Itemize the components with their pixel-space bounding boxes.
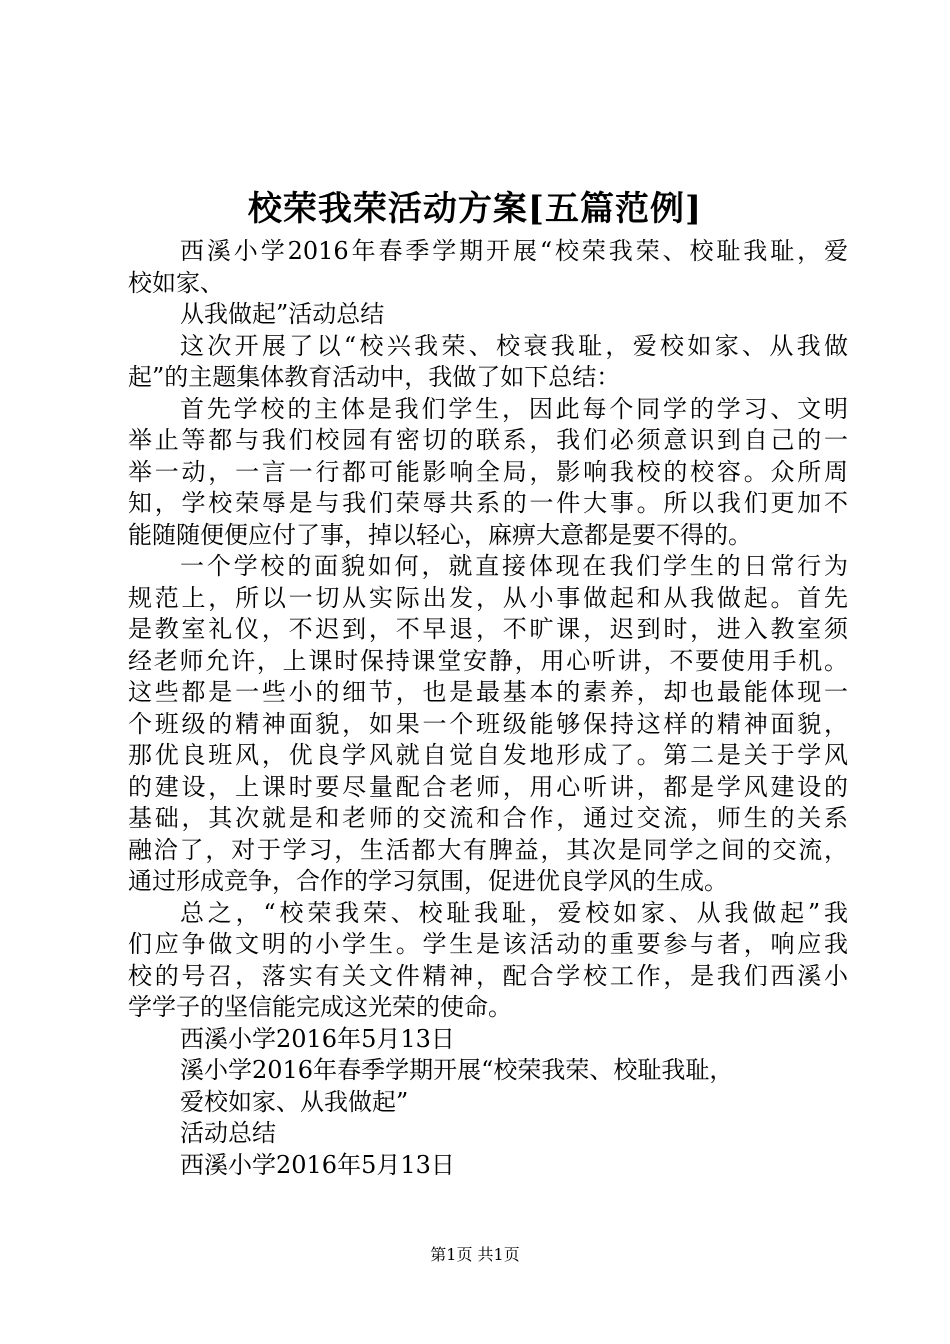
text-line: 经老师允许，上课时保持课堂安静，用心听讲，不要使用手机。 (128, 646, 848, 675)
text-line: 能随随便便应付了事，掉以轻心，麻痹大意都是要不得的。 (128, 520, 752, 549)
document-body (128, 236, 848, 1181)
text-line: 那优良班风，优良学风就自觉自发地形成了。第二是关于学风 (128, 741, 848, 769)
text-line: 通过形成竞争，合作的学习氛围，促进优良学风的生成。 (128, 867, 728, 895)
text-line: 校如家、 (128, 268, 224, 297)
text-line: 个班级的精神面貌，如果一个班级能够保持这样的精神面貌， (128, 709, 848, 738)
text-line: 活动总结 (180, 1119, 276, 1147)
text-line: 的建设，上课时要尽量配合老师，用心听讲，都是学风建设的 (128, 772, 848, 801)
text-line: 融洽了，对于学习，生活都大有脾益，其次是同学之间的交流， (128, 835, 848, 864)
text-line: 西溪小学2016年5月13日 (180, 1024, 455, 1053)
text-line: 是教室礼仪，不迟到，不早退，不旷课，迟到时，进入教室须 (128, 615, 848, 643)
text-line: 们应争做文明的小学生。学生是该活动的重要参与者，响应我 (128, 930, 848, 958)
text-line: 总之，“校荣我荣、校耻我耻，爱校如家、从我做起”我 (180, 898, 848, 927)
text-line: 基础，其次就是和老师的交流和合作，通过交流，师生的关系 (128, 804, 848, 832)
text-line: 举止等都与我们校园有密切的联系，我们必须意识到自己的一 (128, 426, 848, 454)
text-line: 规范上，所以一切从实际出发，从小事做起和从我做起。首先 (128, 583, 848, 612)
text-line: 首先学校的主体是我们学生，因此每个同学的学习、文明 (180, 394, 848, 423)
text-line: 学学子的坚信能完成这光荣的使命。 (128, 993, 512, 1021)
text-line: 举一动，一言一行都可能影响全局，影响我校的校容。众所周 (128, 457, 848, 486)
text-line: 爱校如家、从我做起” (180, 1087, 409, 1116)
text-line: 溪小学2016年春季学期开展“校荣我荣、校耻我耻， (180, 1056, 734, 1084)
text-line: 这次开展了以“校兴我荣、校衰我耻，爱校如家、从我做 (180, 331, 848, 360)
text-line: 西溪小学2016年春季学期开展“校荣我荣、校耻我耻，爱 (180, 237, 848, 265)
text-line: 从我做起”活动总结 (180, 300, 385, 328)
text-line: 西溪小学2016年5月13日 (180, 1150, 455, 1179)
text-line: 一个学校的面貌如何，就直接体现在我们学生的日常行为 (180, 552, 848, 580)
text-line: 校的号召，落实有关文件精神，配合学校工作，是我们西溪小 (128, 961, 848, 990)
page-footer: 第1页 共1页 (430, 1245, 520, 1264)
document-title: 校荣我荣活动方案[五篇范例] (247, 189, 703, 229)
text-line: 这些都是一些小的细节，也是最基本的素养，却也最能体现一 (128, 678, 848, 706)
text-line: 起”的主题集体教育活动中，我做了如下总结： (128, 363, 621, 391)
text-line: 知，学校荣辱是与我们荣辱共系的一件大事。所以我们更加不 (128, 489, 848, 517)
